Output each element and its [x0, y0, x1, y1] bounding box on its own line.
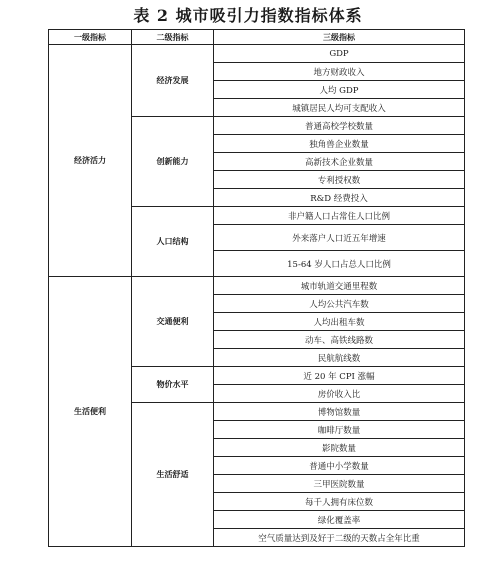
- level3-cell: 专利授权数: [214, 171, 465, 189]
- level2-cell: 经济发展: [132, 45, 214, 117]
- level3-cell: 人均 GDP: [214, 81, 465, 99]
- level2-cell: 交通便利: [132, 277, 214, 367]
- level3-cell: 三甲医院数量: [214, 475, 465, 493]
- level3-cell: 城市轨道交通里程数: [214, 277, 465, 295]
- level3-cell: 每千人拥有床位数: [214, 493, 465, 511]
- level3-cell: 高新技术企业数量: [214, 153, 465, 171]
- level3-cell: 人均出租车数: [214, 313, 465, 331]
- level3-cell: 15-64 岁人口占总人口比例: [214, 251, 465, 277]
- level3-cell: 地方财政收入: [214, 63, 465, 81]
- header-level1: 一级指标: [49, 30, 132, 45]
- indicator-table: [48, 29, 465, 547]
- level1-cell: 生活便利: [49, 277, 132, 547]
- level3-cell: 人均公共汽车数: [214, 295, 465, 313]
- level2-cell: 物价水平: [132, 367, 214, 403]
- level3-cell: 动车、高铁线路数: [214, 331, 465, 349]
- level3-cell: 房价收入比: [214, 385, 465, 403]
- level2-cell: 生活舒适: [132, 403, 214, 547]
- level1-cell: 经济活力: [49, 45, 132, 277]
- header-level3: 三级指标: [214, 30, 465, 45]
- table-row: [49, 45, 465, 63]
- level3-cell: 民航航线数: [214, 349, 465, 367]
- table-header-row: [49, 30, 465, 45]
- level3-cell: 影院数量: [214, 439, 465, 457]
- table-row: [49, 277, 465, 295]
- level3-cell: 普通高校学校数量: [214, 117, 465, 135]
- level2-cell: 人口结构: [132, 207, 214, 277]
- header-level2: 二级指标: [132, 30, 214, 45]
- level3-cell: 外来落户人口近五年增速: [214, 225, 465, 251]
- level3-cell: 城镇居民人均可支配收入: [214, 99, 465, 117]
- level2-cell: 创新能力: [132, 117, 214, 207]
- level3-cell: 普通中小学数量: [214, 457, 465, 475]
- level3-cell: 博物馆数量: [214, 403, 465, 421]
- level3-cell: R&D 经费投入: [214, 189, 465, 207]
- level3-cell: 非户籍人口占常住人口比例: [214, 207, 465, 225]
- level3-cell: 近 20 年 CPI 涨幅: [214, 367, 465, 385]
- level3-cell: 独角兽企业数量: [214, 135, 465, 153]
- level3-cell: 咖啡厅数量: [214, 421, 465, 439]
- level3-cell: 空气质量达到及好于二级的天数占全年比重: [214, 529, 465, 547]
- level3-cell: 绿化覆盖率: [214, 511, 465, 529]
- table-caption: 表 2 城市吸引力指数指标体系: [133, 6, 363, 25]
- level3-cell: GDP: [214, 45, 465, 63]
